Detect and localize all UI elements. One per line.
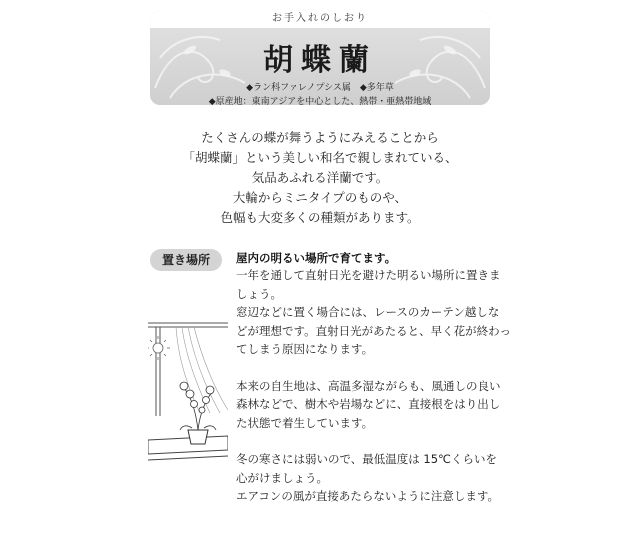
page-title: 胡蝶蘭 (263, 43, 377, 78)
window-orchid-illustration (148, 318, 228, 468)
intro-line: 色幅も大変多くの種類があります。 (220, 210, 420, 225)
intro-paragraph (140, 128, 500, 228)
section-heading: 屋内の明るい場所で育てます。 (236, 251, 397, 265)
body-line: 森林などで、樹木や岩場などに、直接根をはり出し (236, 397, 501, 411)
body-line: しょう。 (236, 286, 282, 301)
body-line: てしまう原因になります。 (236, 342, 374, 356)
body-line: 心がけましょう。 (236, 470, 328, 485)
intro-line: たくさんの蝶が舞うようにみえることから (201, 130, 439, 145)
body-line: 冬の寒さには弱いので、最低温度は 15℃くらいを (236, 452, 497, 466)
body-line: た状態で着生しています。 (236, 415, 374, 430)
body-line: 本来の自生地は、高温多湿ながらも、風通しの良い (236, 378, 501, 393)
body-line: 一年を通して直射日光を避けた明るい場所に置きま (236, 268, 501, 282)
intro-line: 大輪からミニタイプのものや、 (232, 190, 408, 205)
intro-line: 気品あふれる洋蘭です。 (251, 170, 389, 185)
header-banner (150, 10, 490, 105)
banner-subtitle: お手入れのしおり (272, 13, 368, 24)
section-label-placement: 置き場所 (150, 249, 222, 271)
sun-icon (148, 336, 170, 360)
section-body (236, 266, 511, 506)
intro-line: 「胡蝶蘭」という美しい和名で親しまれている、 (182, 150, 458, 165)
body-line: 窓辺などに置く場合には、レースのカーテン越しな (236, 305, 500, 319)
body-line: どが理想です。直射日光があたると、早く花が終わっ (236, 323, 511, 338)
origin-info: ◆原産地：東南アジアを中心とした、熱帯・亜熱帯地域 (208, 97, 432, 105)
body-line: エアコンの風が直接あたらないように注意します。 (236, 489, 500, 503)
classification-info: ◆ラン科ファレノプシス属 ◆多年草 (246, 83, 394, 93)
